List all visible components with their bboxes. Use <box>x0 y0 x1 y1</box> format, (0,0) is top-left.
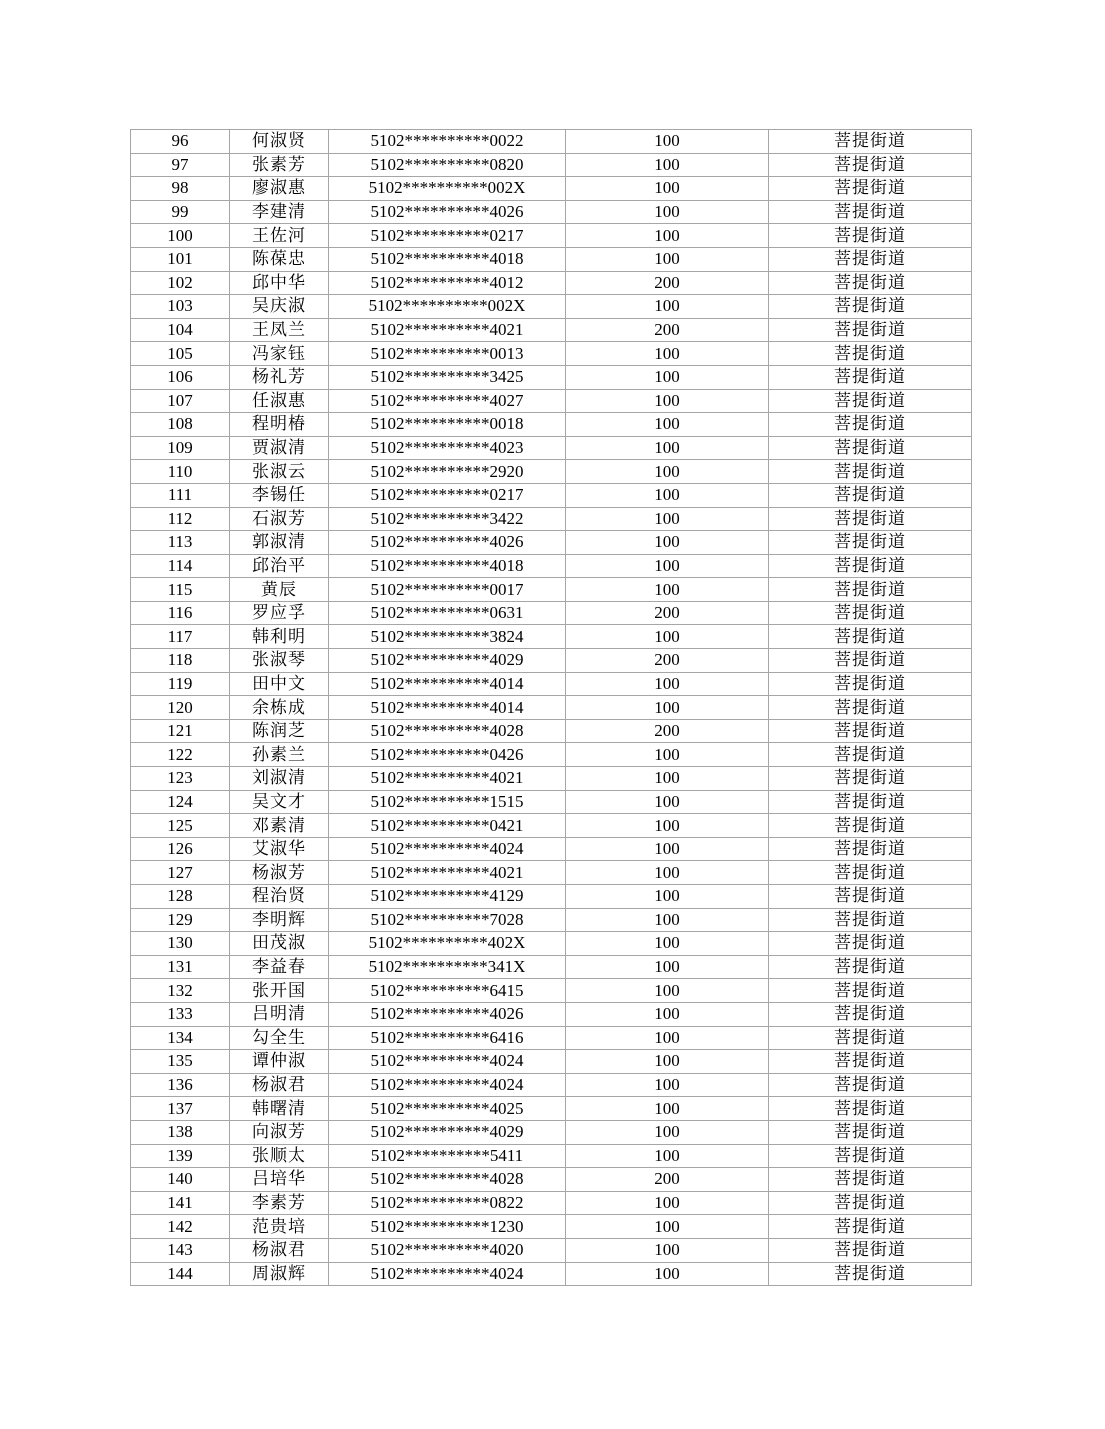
name-cell: 李锡任 <box>230 483 329 507</box>
row-number-cell: 106 <box>131 365 230 389</box>
name-cell: 余栋成 <box>230 696 329 720</box>
subdistrict-cell: 菩提街道 <box>769 271 972 295</box>
id-number-cell: 5102**********4027 <box>329 389 566 413</box>
row-number-cell: 138 <box>131 1120 230 1144</box>
name-cell: 廖淑惠 <box>230 177 329 201</box>
subdistrict-cell: 菩提街道 <box>769 1144 972 1168</box>
id-number-cell: 5102**********4024 <box>329 1073 566 1097</box>
name-cell: 李益春 <box>230 955 329 979</box>
id-number-cell: 5102**********4023 <box>329 436 566 460</box>
id-number-cell: 5102**********4014 <box>329 672 566 696</box>
row-number-cell: 122 <box>131 743 230 767</box>
name-cell: 范贵培 <box>230 1215 329 1239</box>
table-row <box>131 1026 972 1050</box>
id-number-cell: 5102**********0631 <box>329 601 566 625</box>
row-number-cell: 139 <box>131 1144 230 1168</box>
id-number-cell: 5102**********4018 <box>329 247 566 271</box>
amount-cell: 100 <box>566 1026 769 1050</box>
id-number-cell: 5102**********341X <box>329 955 566 979</box>
id-number-cell: 5102**********002X <box>329 295 566 319</box>
amount-cell: 100 <box>566 436 769 460</box>
table-row <box>131 224 972 248</box>
row-number-cell: 133 <box>131 1002 230 1026</box>
row-number-cell: 142 <box>131 1215 230 1239</box>
row-number-cell: 118 <box>131 649 230 673</box>
row-number-cell: 116 <box>131 601 230 625</box>
subdistrict-cell: 菩提街道 <box>769 247 972 271</box>
name-cell: 张淑琴 <box>230 649 329 673</box>
name-cell: 张开国 <box>230 979 329 1003</box>
subdistrict-cell: 菩提街道 <box>769 1215 972 1239</box>
subdistrict-cell: 菩提街道 <box>769 318 972 342</box>
table-row <box>131 625 972 649</box>
name-cell: 吕明清 <box>230 1002 329 1026</box>
id-number-cell: 5102**********4026 <box>329 531 566 555</box>
row-number-cell: 136 <box>131 1073 230 1097</box>
subdistrict-cell: 菩提街道 <box>769 295 972 319</box>
amount-cell: 100 <box>566 625 769 649</box>
subdistrict-cell: 菩提街道 <box>769 130 972 154</box>
amount-cell: 100 <box>566 224 769 248</box>
table-row <box>131 554 972 578</box>
amount-cell: 100 <box>566 1097 769 1121</box>
row-number-cell: 104 <box>131 318 230 342</box>
name-cell: 陈葆忠 <box>230 247 329 271</box>
amount-cell: 100 <box>566 837 769 861</box>
subdistrict-cell: 菩提街道 <box>769 1050 972 1074</box>
table-row <box>131 1002 972 1026</box>
subdistrict-cell: 菩提街道 <box>769 861 972 885</box>
name-cell: 任淑惠 <box>230 389 329 413</box>
amount-cell: 100 <box>566 460 769 484</box>
row-number-cell: 99 <box>131 200 230 224</box>
table-row <box>131 601 972 625</box>
amount-cell: 100 <box>566 1144 769 1168</box>
row-number-cell: 98 <box>131 177 230 201</box>
subdistrict-cell: 菩提街道 <box>769 224 972 248</box>
subdistrict-cell: 菩提街道 <box>769 554 972 578</box>
name-cell: 罗应孚 <box>230 601 329 625</box>
row-number-cell: 110 <box>131 460 230 484</box>
row-number-cell: 108 <box>131 413 230 437</box>
row-number-cell: 101 <box>131 247 230 271</box>
amount-cell: 100 <box>566 1191 769 1215</box>
row-number-cell: 112 <box>131 507 230 531</box>
table-row <box>131 483 972 507</box>
subdistrict-cell: 菩提街道 <box>769 814 972 838</box>
amount-cell: 100 <box>566 861 769 885</box>
amount-cell: 100 <box>566 979 769 1003</box>
name-cell: 何淑贤 <box>230 130 329 154</box>
row-number-cell: 137 <box>131 1097 230 1121</box>
name-cell: 谭仲淑 <box>230 1050 329 1074</box>
subdistrict-cell: 菩提街道 <box>769 177 972 201</box>
amount-cell: 100 <box>566 247 769 271</box>
row-number-cell: 129 <box>131 908 230 932</box>
table-row <box>131 460 972 484</box>
row-number-cell: 141 <box>131 1191 230 1215</box>
subdistrict-cell: 菩提街道 <box>769 507 972 531</box>
row-number-cell: 135 <box>131 1050 230 1074</box>
table-row <box>131 295 972 319</box>
subdistrict-cell: 菩提街道 <box>769 436 972 460</box>
amount-cell: 100 <box>566 389 769 413</box>
subdistrict-cell: 菩提街道 <box>769 1002 972 1026</box>
subdistrict-cell: 菩提街道 <box>769 1191 972 1215</box>
amount-cell: 200 <box>566 1168 769 1192</box>
amount-cell: 200 <box>566 719 769 743</box>
subdistrict-cell: 菩提街道 <box>769 365 972 389</box>
row-number-cell: 97 <box>131 153 230 177</box>
table-row <box>131 413 972 437</box>
table-row <box>131 649 972 673</box>
table-row <box>131 1215 972 1239</box>
amount-cell: 100 <box>566 1002 769 1026</box>
id-number-cell: 5102**********0822 <box>329 1191 566 1215</box>
subdistrict-cell: 菩提街道 <box>769 413 972 437</box>
id-number-cell: 5102**********4018 <box>329 554 566 578</box>
name-cell: 向淑芳 <box>230 1120 329 1144</box>
amount-cell: 100 <box>566 1050 769 1074</box>
id-number-cell: 5102**********1515 <box>329 790 566 814</box>
table-row <box>131 861 972 885</box>
roster-table-body <box>131 130 972 1286</box>
name-cell: 王佐河 <box>230 224 329 248</box>
name-cell: 陈润芝 <box>230 719 329 743</box>
amount-cell: 200 <box>566 271 769 295</box>
row-number-cell: 144 <box>131 1262 230 1286</box>
row-number-cell: 130 <box>131 932 230 956</box>
amount-cell: 100 <box>566 955 769 979</box>
name-cell: 韩利明 <box>230 625 329 649</box>
table-row <box>131 1262 972 1286</box>
id-number-cell: 5102**********4029 <box>329 1120 566 1144</box>
row-number-cell: 132 <box>131 979 230 1003</box>
name-cell: 杨淑君 <box>230 1073 329 1097</box>
id-number-cell: 5102**********0217 <box>329 224 566 248</box>
name-cell: 艾淑华 <box>230 837 329 861</box>
amount-cell: 100 <box>566 554 769 578</box>
name-cell: 邱治平 <box>230 554 329 578</box>
name-cell: 石淑芳 <box>230 507 329 531</box>
subdistrict-cell: 菩提街道 <box>769 153 972 177</box>
subdistrict-cell: 菩提街道 <box>769 837 972 861</box>
subdistrict-cell: 菩提街道 <box>769 649 972 673</box>
id-number-cell: 5102**********4024 <box>329 1050 566 1074</box>
id-number-cell: 5102**********002X <box>329 177 566 201</box>
id-number-cell: 5102**********6415 <box>329 979 566 1003</box>
row-number-cell: 105 <box>131 342 230 366</box>
id-number-cell: 5102**********0217 <box>329 483 566 507</box>
amount-cell: 100 <box>566 672 769 696</box>
table-row <box>131 531 972 555</box>
row-number-cell: 114 <box>131 554 230 578</box>
subdistrict-cell: 菩提街道 <box>769 483 972 507</box>
table-row <box>131 200 972 224</box>
name-cell: 程治贤 <box>230 885 329 909</box>
table-row <box>131 837 972 861</box>
id-number-cell: 5102**********4024 <box>329 837 566 861</box>
name-cell: 吴文才 <box>230 790 329 814</box>
name-cell: 刘淑清 <box>230 767 329 791</box>
table-row <box>131 436 972 460</box>
subdistrict-cell: 菩提街道 <box>769 885 972 909</box>
subdistrict-cell: 菩提街道 <box>769 342 972 366</box>
id-number-cell: 5102**********4012 <box>329 271 566 295</box>
name-cell: 张顺太 <box>230 1144 329 1168</box>
table-row <box>131 790 972 814</box>
id-number-cell: 5102**********0421 <box>329 814 566 838</box>
table-row <box>131 979 972 1003</box>
id-number-cell: 5102**********0013 <box>329 342 566 366</box>
subdistrict-cell: 菩提街道 <box>769 578 972 602</box>
subdistrict-cell: 菩提街道 <box>769 601 972 625</box>
amount-cell: 100 <box>566 1262 769 1286</box>
name-cell: 勾全生 <box>230 1026 329 1050</box>
amount-cell: 100 <box>566 1073 769 1097</box>
subdistrict-cell: 菩提街道 <box>769 790 972 814</box>
id-number-cell: 5102**********4028 <box>329 1168 566 1192</box>
row-number-cell: 115 <box>131 578 230 602</box>
amount-cell: 100 <box>566 153 769 177</box>
id-number-cell: 5102**********4024 <box>329 1262 566 1286</box>
table-row <box>131 1191 972 1215</box>
name-cell: 田茂淑 <box>230 932 329 956</box>
table-row <box>131 932 972 956</box>
name-cell: 张素芳 <box>230 153 329 177</box>
name-cell: 韩曙清 <box>230 1097 329 1121</box>
name-cell: 邱中华 <box>230 271 329 295</box>
table-row <box>131 1144 972 1168</box>
table-row <box>131 908 972 932</box>
name-cell: 吴庆淑 <box>230 295 329 319</box>
amount-cell: 100 <box>566 177 769 201</box>
row-number-cell: 143 <box>131 1238 230 1262</box>
subdistrict-cell: 菩提街道 <box>769 979 972 1003</box>
subdistrict-cell: 菩提街道 <box>769 200 972 224</box>
name-cell: 李明辉 <box>230 908 329 932</box>
row-number-cell: 125 <box>131 814 230 838</box>
id-number-cell: 5102**********0820 <box>329 153 566 177</box>
subdistrict-cell: 菩提街道 <box>769 389 972 413</box>
table-row <box>131 814 972 838</box>
id-number-cell: 5102**********402X <box>329 932 566 956</box>
id-number-cell: 5102**********0018 <box>329 413 566 437</box>
row-number-cell: 102 <box>131 271 230 295</box>
table-row <box>131 696 972 720</box>
table-row <box>131 743 972 767</box>
subdistrict-cell: 菩提街道 <box>769 1168 972 1192</box>
row-number-cell: 109 <box>131 436 230 460</box>
row-number-cell: 140 <box>131 1168 230 1192</box>
subdistrict-cell: 菩提街道 <box>769 1073 972 1097</box>
table-row <box>131 1073 972 1097</box>
subdistrict-cell: 菩提街道 <box>769 932 972 956</box>
id-number-cell: 5102**********0022 <box>329 130 566 154</box>
id-number-cell: 5102**********4021 <box>329 318 566 342</box>
id-number-cell: 5102**********5411 <box>329 1144 566 1168</box>
id-number-cell: 5102**********4014 <box>329 696 566 720</box>
amount-cell: 100 <box>566 1238 769 1262</box>
row-number-cell: 128 <box>131 885 230 909</box>
amount-cell: 100 <box>566 790 769 814</box>
id-number-cell: 5102**********0426 <box>329 743 566 767</box>
id-number-cell: 5102**********4020 <box>329 1238 566 1262</box>
subdistrict-cell: 菩提街道 <box>769 625 972 649</box>
table-row <box>131 672 972 696</box>
amount-cell: 100 <box>566 413 769 437</box>
row-number-cell: 103 <box>131 295 230 319</box>
amount-cell: 100 <box>566 743 769 767</box>
id-number-cell: 5102**********4021 <box>329 767 566 791</box>
subdistrict-cell: 菩提街道 <box>769 460 972 484</box>
row-number-cell: 121 <box>131 719 230 743</box>
roster-sheet <box>130 129 972 1286</box>
id-number-cell: 5102**********3824 <box>329 625 566 649</box>
id-number-cell: 5102**********4029 <box>329 649 566 673</box>
table-row <box>131 578 972 602</box>
id-number-cell: 5102**********2920 <box>329 460 566 484</box>
table-row <box>131 1238 972 1262</box>
amount-cell: 100 <box>566 200 769 224</box>
table-row <box>131 1050 972 1074</box>
amount-cell: 100 <box>566 767 769 791</box>
name-cell: 杨淑芳 <box>230 861 329 885</box>
amount-cell: 200 <box>566 601 769 625</box>
table-row <box>131 955 972 979</box>
table-row <box>131 1168 972 1192</box>
subdistrict-cell: 菩提街道 <box>769 1262 972 1286</box>
name-cell: 贾淑清 <box>230 436 329 460</box>
amount-cell: 100 <box>566 1120 769 1144</box>
row-number-cell: 96 <box>131 130 230 154</box>
table-row <box>131 153 972 177</box>
row-number-cell: 107 <box>131 389 230 413</box>
name-cell: 程明椿 <box>230 413 329 437</box>
id-number-cell: 5102**********4021 <box>329 861 566 885</box>
roster-table <box>130 129 972 1286</box>
table-row <box>131 365 972 389</box>
name-cell: 孙素兰 <box>230 743 329 767</box>
row-number-cell: 111 <box>131 483 230 507</box>
amount-cell: 100 <box>566 814 769 838</box>
row-number-cell: 134 <box>131 1026 230 1050</box>
subdistrict-cell: 菩提街道 <box>769 1120 972 1144</box>
name-cell: 黄辰 <box>230 578 329 602</box>
table-row <box>131 885 972 909</box>
table-row <box>131 507 972 531</box>
row-number-cell: 120 <box>131 696 230 720</box>
table-row <box>131 1120 972 1144</box>
row-number-cell: 117 <box>131 625 230 649</box>
subdistrict-cell: 菩提街道 <box>769 955 972 979</box>
row-number-cell: 100 <box>131 224 230 248</box>
subdistrict-cell: 菩提街道 <box>769 1026 972 1050</box>
subdistrict-cell: 菩提街道 <box>769 743 972 767</box>
id-number-cell: 5102**********4025 <box>329 1097 566 1121</box>
subdistrict-cell: 菩提街道 <box>769 767 972 791</box>
name-cell: 吕培华 <box>230 1168 329 1192</box>
id-number-cell: 5102**********3425 <box>329 365 566 389</box>
subdistrict-cell: 菩提街道 <box>769 531 972 555</box>
subdistrict-cell: 菩提街道 <box>769 908 972 932</box>
subdistrict-cell: 菩提街道 <box>769 672 972 696</box>
amount-cell: 100 <box>566 531 769 555</box>
id-number-cell: 5102**********0017 <box>329 578 566 602</box>
name-cell: 周淑辉 <box>230 1262 329 1286</box>
name-cell: 李素芳 <box>230 1191 329 1215</box>
name-cell: 李建清 <box>230 200 329 224</box>
amount-cell: 100 <box>566 908 769 932</box>
id-number-cell: 5102**********7028 <box>329 908 566 932</box>
id-number-cell: 5102**********4129 <box>329 885 566 909</box>
subdistrict-cell: 菩提街道 <box>769 1238 972 1262</box>
table-row <box>131 130 972 154</box>
id-number-cell: 5102**********4026 <box>329 200 566 224</box>
amount-cell: 100 <box>566 696 769 720</box>
table-row <box>131 318 972 342</box>
name-cell: 杨淑君 <box>230 1238 329 1262</box>
table-row <box>131 177 972 201</box>
subdistrict-cell: 菩提街道 <box>769 719 972 743</box>
amount-cell: 100 <box>566 507 769 531</box>
subdistrict-cell: 菩提街道 <box>769 696 972 720</box>
name-cell: 田中文 <box>230 672 329 696</box>
row-number-cell: 119 <box>131 672 230 696</box>
table-row <box>131 719 972 743</box>
amount-cell: 100 <box>566 295 769 319</box>
name-cell: 王凤兰 <box>230 318 329 342</box>
row-number-cell: 123 <box>131 767 230 791</box>
name-cell: 张淑云 <box>230 460 329 484</box>
id-number-cell: 5102**********6416 <box>329 1026 566 1050</box>
amount-cell: 100 <box>566 365 769 389</box>
row-number-cell: 127 <box>131 861 230 885</box>
amount-cell: 100 <box>566 578 769 602</box>
subdistrict-cell: 菩提街道 <box>769 1097 972 1121</box>
amount-cell: 100 <box>566 885 769 909</box>
amount-cell: 100 <box>566 483 769 507</box>
name-cell: 郭淑清 <box>230 531 329 555</box>
amount-cell: 100 <box>566 342 769 366</box>
table-row <box>131 342 972 366</box>
name-cell: 冯家钰 <box>230 342 329 366</box>
row-number-cell: 126 <box>131 837 230 861</box>
amount-cell: 200 <box>566 318 769 342</box>
id-number-cell: 5102**********1230 <box>329 1215 566 1239</box>
name-cell: 邓素清 <box>230 814 329 838</box>
table-row <box>131 247 972 271</box>
row-number-cell: 113 <box>131 531 230 555</box>
table-row <box>131 767 972 791</box>
amount-cell: 100 <box>566 130 769 154</box>
name-cell: 杨礼芳 <box>230 365 329 389</box>
row-number-cell: 124 <box>131 790 230 814</box>
id-number-cell: 5102**********4028 <box>329 719 566 743</box>
table-row <box>131 389 972 413</box>
amount-cell: 100 <box>566 1215 769 1239</box>
table-row <box>131 271 972 295</box>
id-number-cell: 5102**********4026 <box>329 1002 566 1026</box>
table-row <box>131 1097 972 1121</box>
row-number-cell: 131 <box>131 955 230 979</box>
id-number-cell: 5102**********3422 <box>329 507 566 531</box>
amount-cell: 200 <box>566 649 769 673</box>
amount-cell: 100 <box>566 932 769 956</box>
